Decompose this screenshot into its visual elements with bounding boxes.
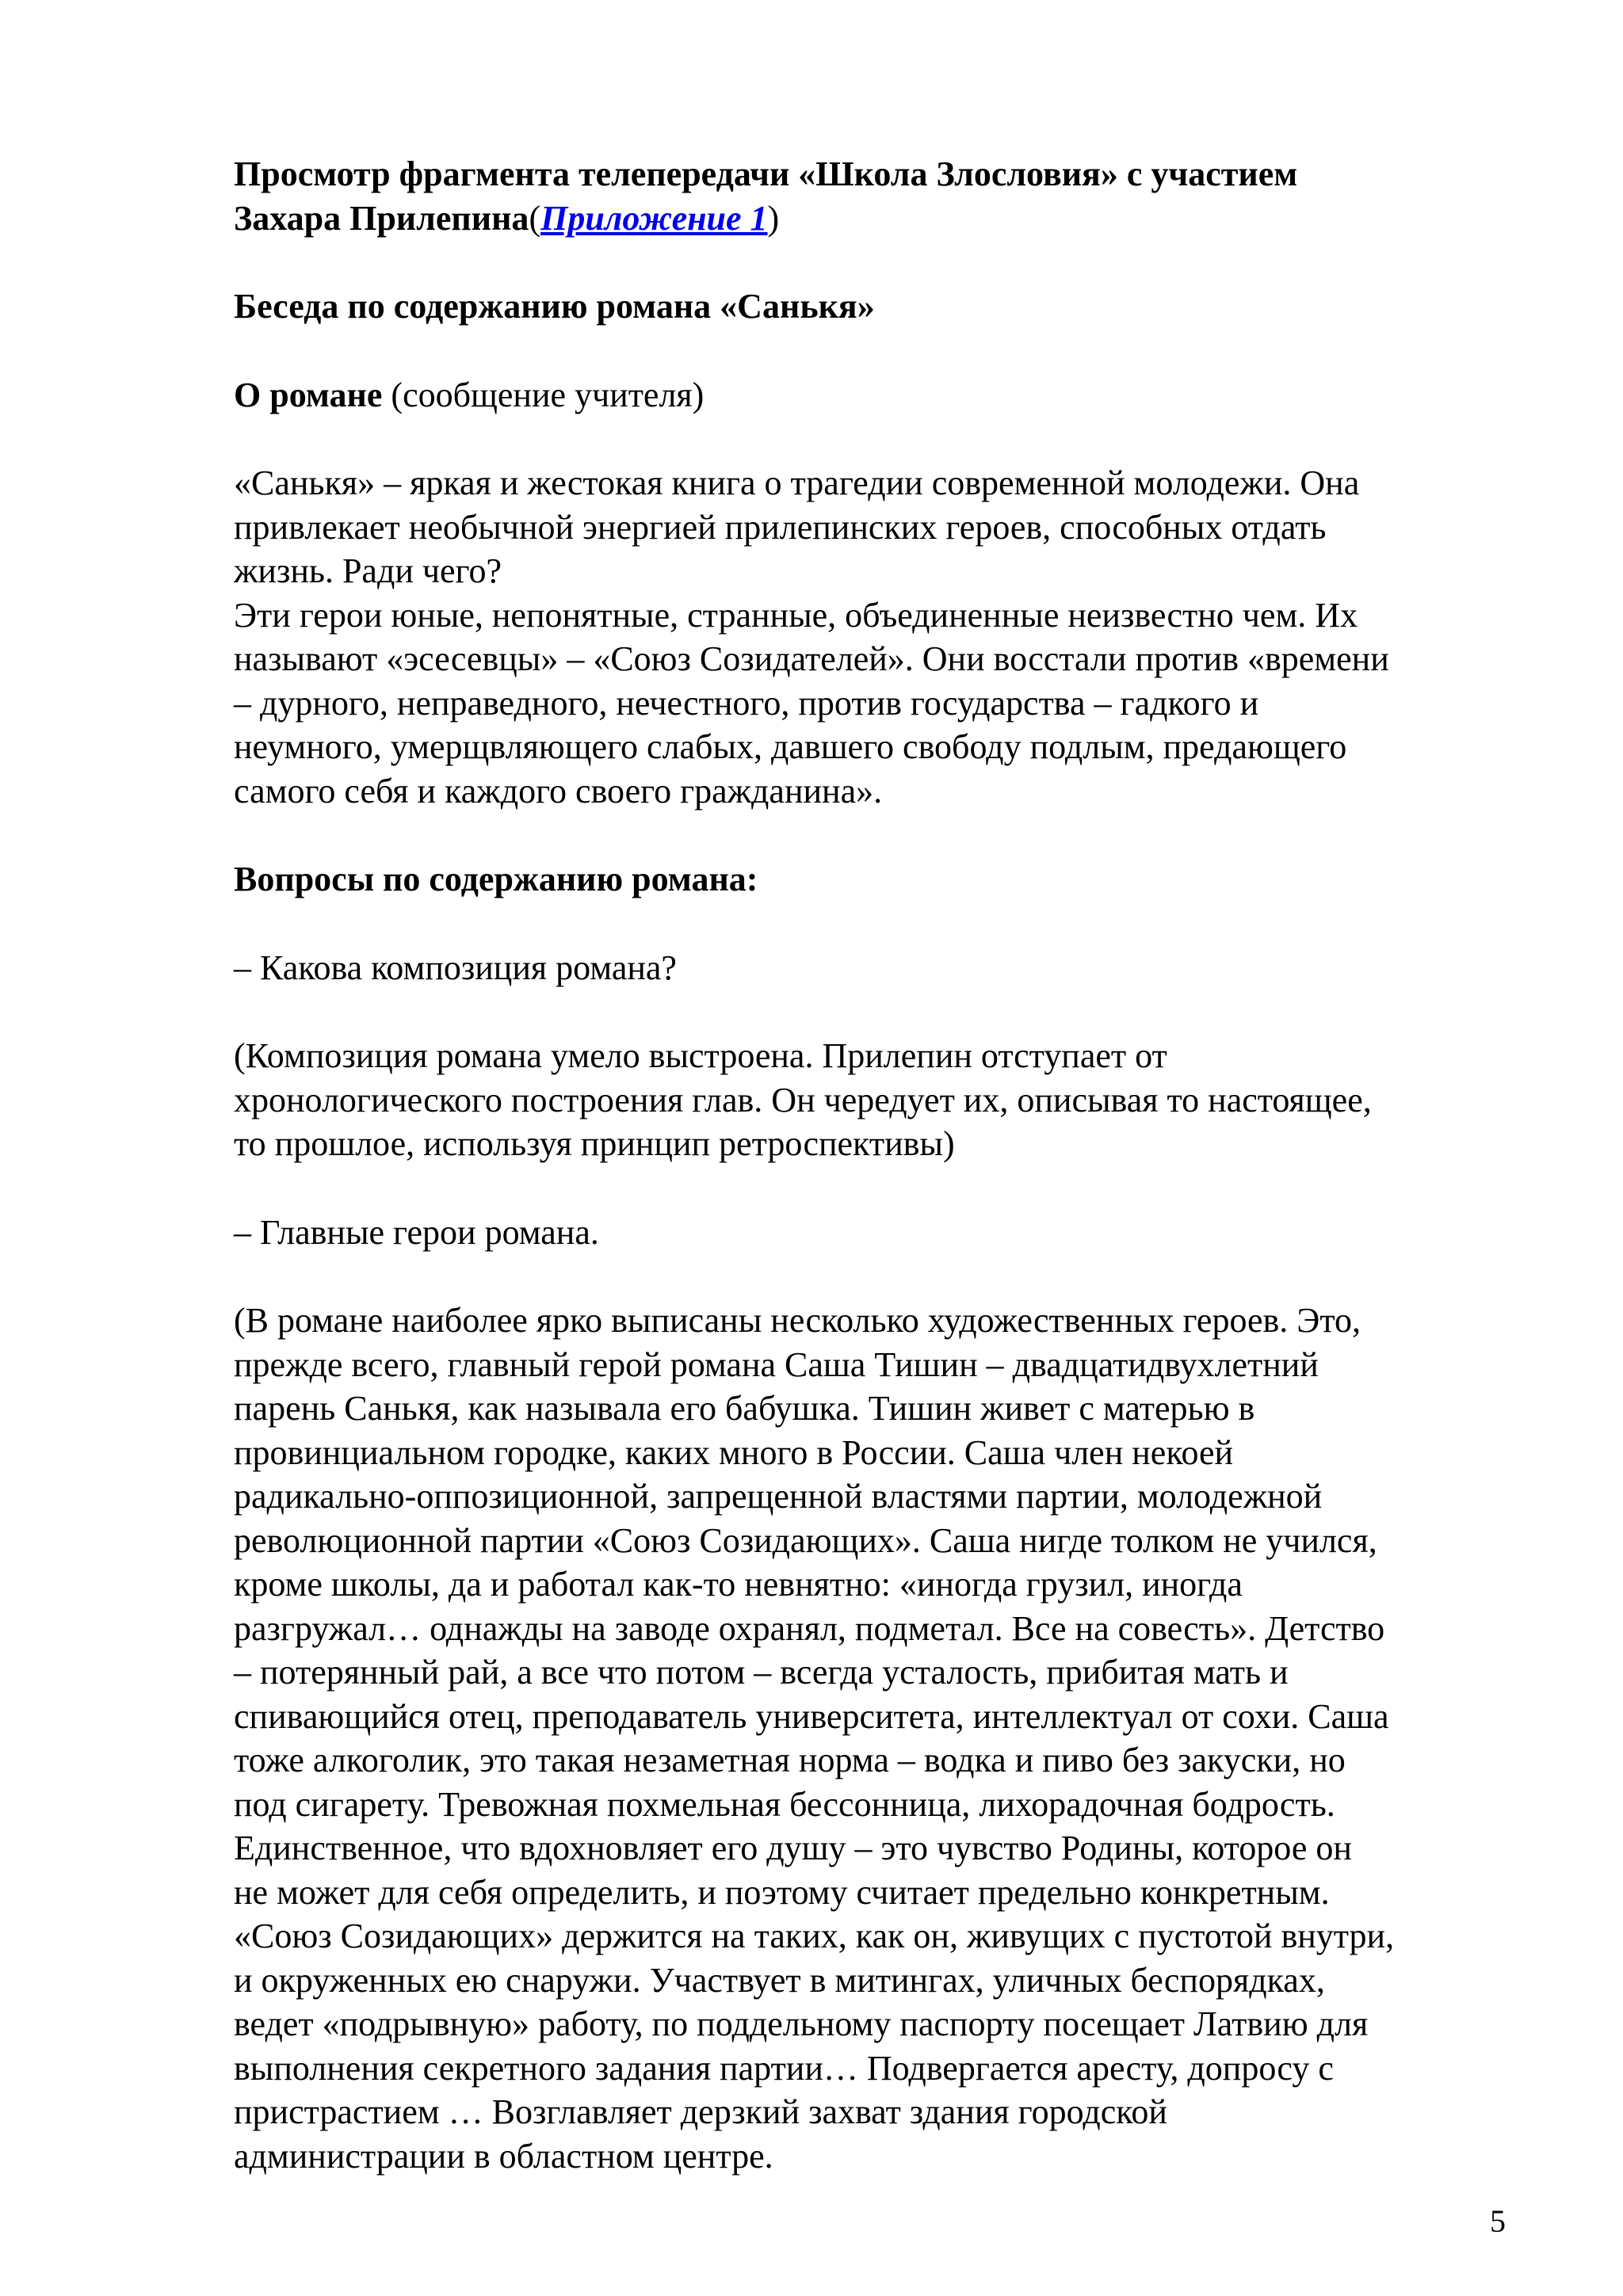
answer-2-line: «Союз Созидающих» держится на таких, как он, живущих с пустотой внутри, bbox=[234, 1917, 1395, 1955]
answer-1-line: (Композиция романа умело выстроена. Прилепин отступает от bbox=[234, 1036, 1167, 1075]
answer-2-line: ведет «подрывную» работу, по поддельному паспорту посещает Латвию для bbox=[234, 2004, 1369, 2043]
about-novel-line bbox=[234, 373, 1533, 418]
answer-2-line: под сигарету. Тревожная похмельная бессонница, лихорадочная бодрость. bbox=[234, 1784, 1335, 1824]
intro-line: жизнь. Ради чего? bbox=[234, 551, 502, 590]
answer-2-line: тоже алкоголик, это такая незаметная норма – водка и пиво без закуски, но bbox=[234, 1741, 1346, 1779]
answer-2-line: спивающийся отец, преподаватель университета, интеллектуал от сохи. Саша bbox=[234, 1696, 1389, 1736]
open-paren: ( bbox=[529, 198, 541, 238]
answer-2-line: – потерянный рай, а все что потом – всегда усталость, прибитая мать и bbox=[234, 1653, 1289, 1691]
question-2-text: – Главные герои романа. bbox=[234, 1212, 599, 1252]
intro-line: неумного, умерщвляющего слабых, давшего свободу подлым, предающего bbox=[234, 727, 1347, 766]
questions-heading-text: Вопросы по содержанию романа: bbox=[234, 860, 758, 898]
answer-2-line: радикально-оппозиционной, запрещенной властями партии, молодежной bbox=[234, 1477, 1323, 1516]
answer-2-line: выполнения секретного задания партии… Подвергается аресту, допросу с bbox=[234, 2048, 1334, 2088]
viewing-heading-name: Захара Прилепина bbox=[234, 198, 529, 238]
answer-1-line: то прошлое, используя принцип ретроспективы) bbox=[234, 1124, 955, 1163]
question-2 bbox=[234, 1211, 1533, 1255]
close-paren: ) bbox=[767, 198, 780, 238]
intro-line: – дурного, неправедного, нечестного, против государства – гадкого и bbox=[234, 683, 1259, 723]
about-novel-rest: (сообщение учителя) bbox=[382, 375, 705, 414]
appendix-1-link[interactable]: Приложение 1 bbox=[540, 198, 768, 238]
answer-2-line: революционной партии «Союз Созидающих». Саша нигде толком не учился, bbox=[234, 1520, 1377, 1560]
question-1-text: – Какова композиция романа? bbox=[234, 948, 677, 987]
question-1 bbox=[234, 946, 1533, 990]
answer-2-line: парень Санькя, как называла его бабушка. Тишин живет с матерью в bbox=[234, 1389, 1255, 1428]
page-number: 5 bbox=[1490, 2203, 1506, 2239]
intro-line: «Санькя» – яркая и жестокая книга о трагедии современной молодежи. Она bbox=[234, 463, 1360, 502]
answer-2 bbox=[234, 1299, 1533, 2178]
answer-2-line: Единственное, что вдохновляет его душу – это чувство Родины, которое он bbox=[234, 1829, 1352, 1867]
answer-2-line: разгружал… однажды на заводе охранял, подметал. Все на совесть». Детство bbox=[234, 1608, 1385, 1648]
document-page bbox=[234, 152, 1533, 2222]
viewing-heading-line-2 bbox=[234, 196, 1533, 241]
intro-line: называют «эсесевцы» – «Союз Созидателей». Они восстали против «времени bbox=[234, 639, 1389, 678]
answer-2-line: провинциальном городке, каких много в России. Саша член некоей bbox=[234, 1432, 1234, 1472]
talk-heading bbox=[234, 284, 1533, 329]
answer-2-line: пристрастием … Возглавляет дерзкий захват здания городской bbox=[234, 2092, 1167, 2131]
viewing-heading-line-1: Просмотр фрагмента телепередачи «Школа Злословия» с участием bbox=[234, 154, 1298, 193]
intro-paragraph bbox=[234, 461, 1533, 813]
answer-2-line: (В романе наиболее ярко выписаны несколько художественных героев. Это, bbox=[234, 1301, 1361, 1340]
answer-1 bbox=[234, 1034, 1533, 1166]
viewing-heading bbox=[234, 152, 1533, 240]
answer-2-line: не может для себя определить, и поэтому считает предельно конкретным. bbox=[234, 1872, 1330, 1912]
answer-2-line: администрации в областном центре. bbox=[234, 2136, 773, 2176]
intro-line: привлекает необычной энергией прилепинских героев, способных отдать bbox=[234, 507, 1327, 547]
questions-heading bbox=[234, 857, 1533, 902]
about-novel-heading bbox=[234, 373, 1533, 418]
answer-2-line: прежде всего, главный герой романа Саша Тишин – двадцатидвухлетний bbox=[234, 1344, 1319, 1384]
intro-line: Эти герои юные, непонятные, странные, объединенные неизвестно чем. Их bbox=[234, 595, 1358, 635]
intro-line: самого себя и каждого своего гражданина». bbox=[234, 771, 883, 810]
answer-2-line: кроме школы, да и работал как-то невнятно: «иногда грузил, иногда bbox=[234, 1565, 1243, 1604]
answer-2-line: и окруженных ею снаружи. Участвует в митингах, уличных беспорядках, bbox=[234, 1960, 1325, 2000]
talk-heading-text: Беседа по содержанию романа «Санькя» bbox=[234, 287, 875, 326]
about-novel-bold: О романе bbox=[234, 375, 383, 414]
answer-1-line: хронологического построения глав. Он чередует их, описывая то настоящее, bbox=[234, 1080, 1372, 1119]
